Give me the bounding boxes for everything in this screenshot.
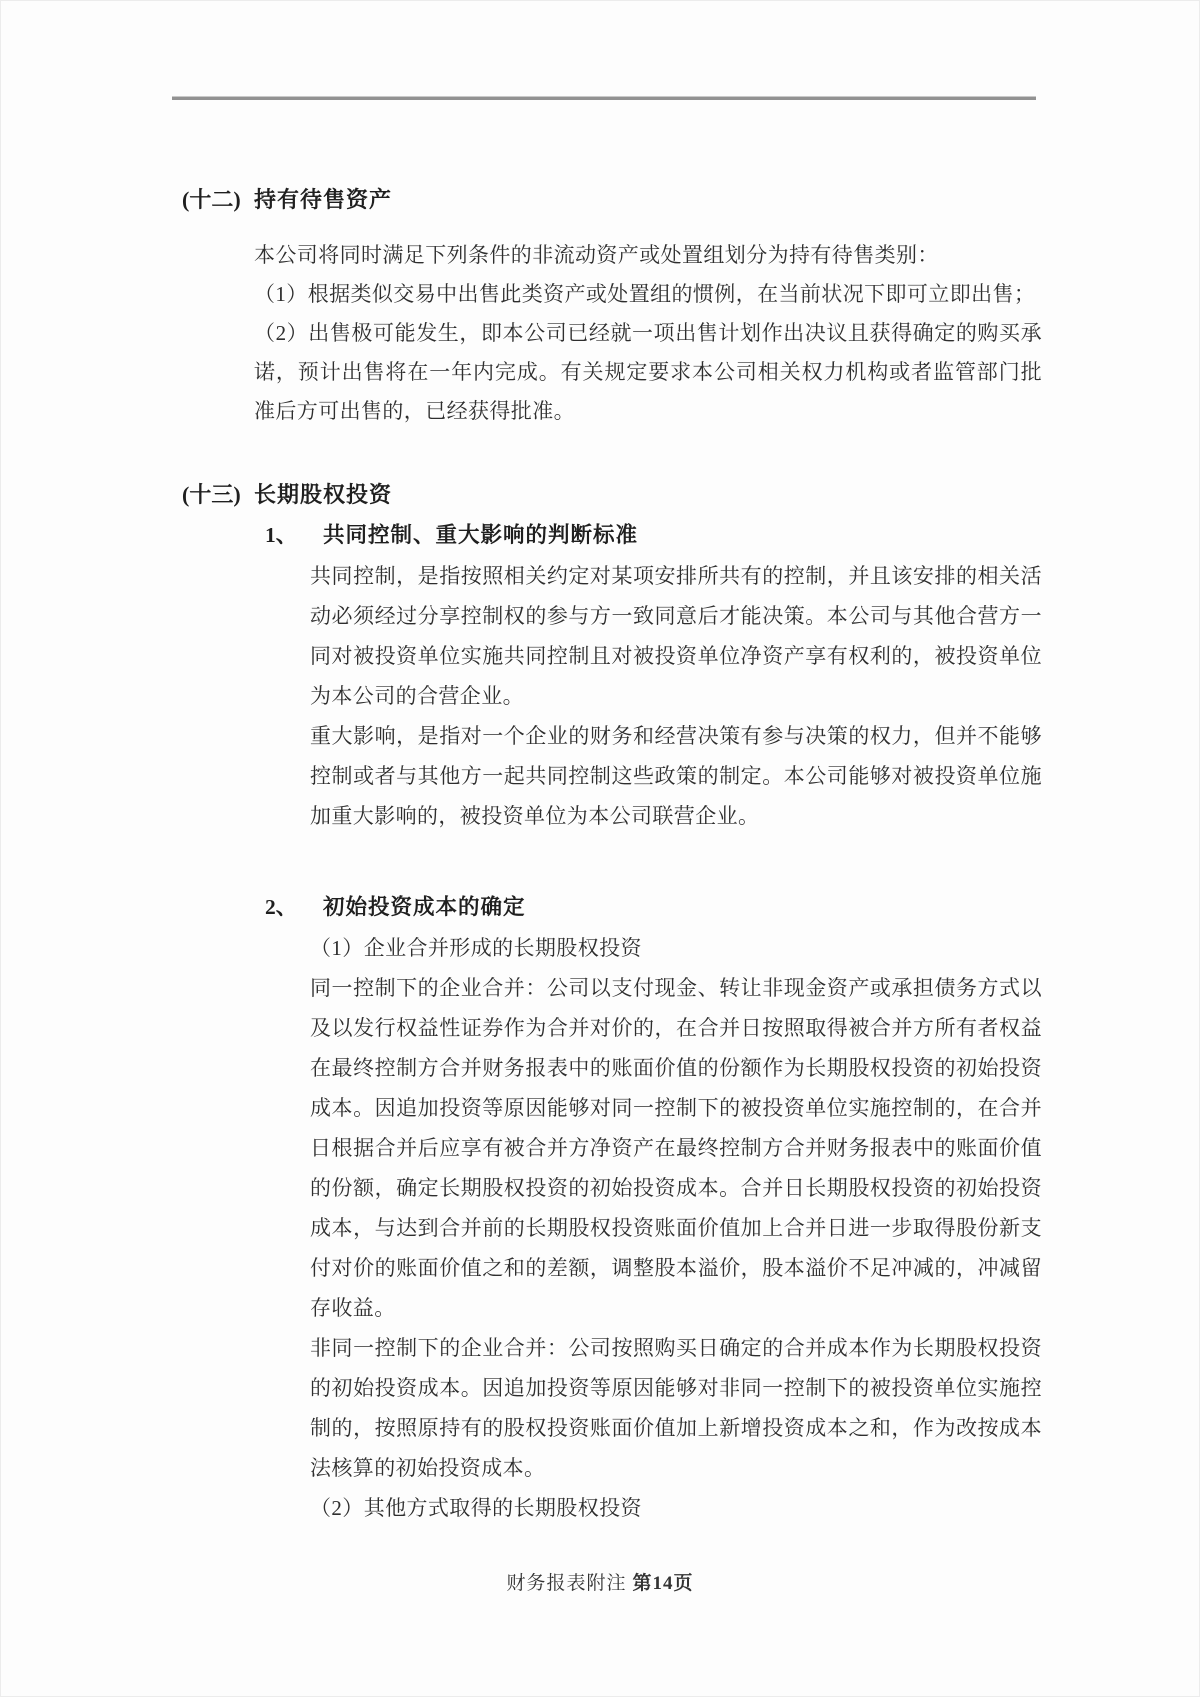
paragraph: （1）根据类似交易中出售此类资产或处置组的惯例，在当前状况下即可立即出售； xyxy=(254,282,1036,306)
subsection-number: 1、 xyxy=(265,523,298,547)
page-content xyxy=(182,183,1042,1528)
paragraph: 共同控制，是指按照相关约定对某项安排所共有的控制，并且该安排的相关活动必须经过分享控制权的参与方一致同意后才能决策。本公司与其他合营方一同对被投资单位实施共同控制且对被投资单位净资产享有权利的，被投资单位为本公司的合营企业。 xyxy=(310,564,1042,708)
paragraph: （2）其他方式取得的长期股权投资 xyxy=(310,1496,642,1520)
page-footer xyxy=(0,1568,1200,1595)
section-number: (十二) xyxy=(182,187,241,212)
section-12-body xyxy=(254,236,1042,431)
subsection-title: 初始投资成本的确定 xyxy=(323,895,526,919)
subsection-2-body xyxy=(310,928,1042,1528)
footer-label: 财务报表附注 xyxy=(506,1573,627,1594)
footer-page-number: 第14页 xyxy=(632,1573,694,1594)
paragraph: （1）企业合并形成的长期股权投资 xyxy=(310,936,642,960)
subsection-heading-1 xyxy=(265,518,1042,552)
paragraph: （2）出售极可能发生，即本公司已经就一项出售计划作出决议且获得确定的购买承诺，预计出售将在一年内完成。有关规定要求本公司相关权力机构或者监管部门批准后方可出售的，已经获得批准。 xyxy=(254,321,1042,423)
subsection-number: 2、 xyxy=(265,895,298,919)
section-title: 持有待售资产 xyxy=(254,187,393,212)
paragraph: 同一控制下的企业合并：公司以支付现金、转让非现金资产或承担债务方式以及以发行权益性证券作为合并对价的，在合并日按照取得被合并方所有者权益在最终控制方合并财务报表中的账面价值的份额作为长期股权投资的初始投资成本。因追加投资等原因能够对同一控制下的被投资单位实施控制的，在合并日根据合并后应享有被合并方净资产在最终控制方合并财务报表中的账面价值的份额，确定长期股权投资的初始投资成本。合并日长期股权投资的初始投资成本，与达到合并前的长期股权投资账面价值加上合并日进一步取得股份新支付对价的账面价值之和的差额，调整股本溢价，股本溢价不足冲减的，冲减留存收益。 xyxy=(310,976,1042,1320)
subsection-heading-2 xyxy=(265,890,1042,924)
subsection-1-body xyxy=(310,556,1042,836)
section-number: (十三) xyxy=(182,482,241,507)
section-heading-12 xyxy=(182,183,1042,217)
paragraph: 非同一控制下的企业合并：公司按照购买日确定的合并成本作为长期股权投资的初始投资成本。因追加投资等原因能够对非同一控制下的被投资单位实施控制的，按照原持有的股权投资账面价值加上新增投资成本之和，作为改按成本法核算的初始投资成本。 xyxy=(310,1336,1042,1480)
section-title: 长期股权投资 xyxy=(254,482,393,507)
subsection-title: 共同控制、重大影响的判断标准 xyxy=(323,523,639,547)
section-heading-13 xyxy=(182,478,1042,512)
header-divider xyxy=(172,96,1036,100)
paragraph: 本公司将同时满足下列条件的非流动资产或处置组划分为持有待售类别： xyxy=(254,243,939,267)
paragraph: 重大影响，是指对一个企业的财务和经营决策有参与决策的权力，但并不能够控制或者与其他方一起共同控制这些政策的制定。本公司能够对被投资单位施加重大影响的，被投资单位为本公司联营企业。 xyxy=(310,724,1042,828)
